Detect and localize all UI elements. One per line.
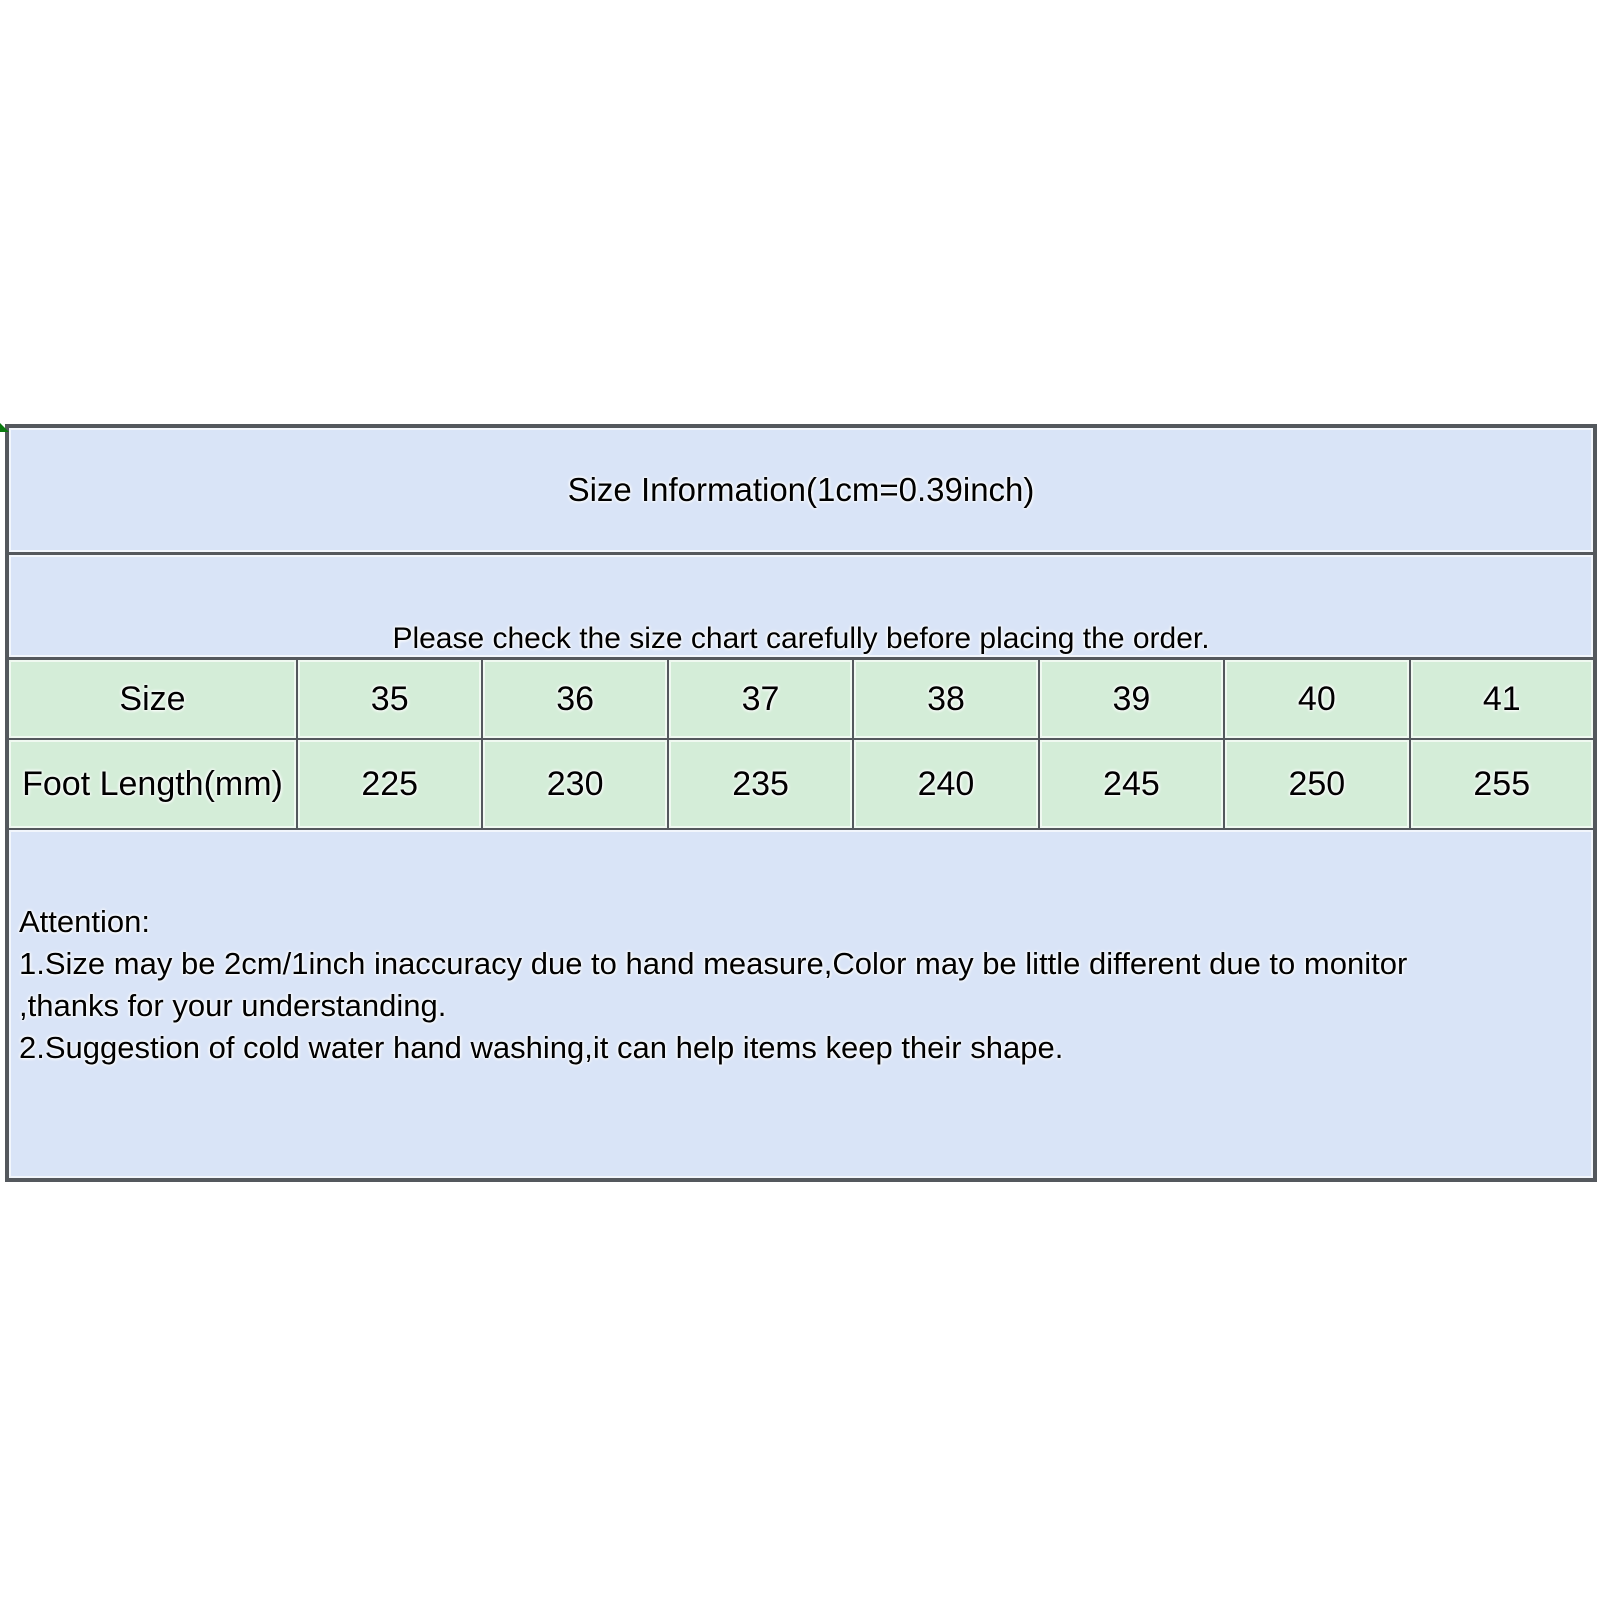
attention-line-1: 1.Size may be 2cm/1inch inaccuracy due to hand measure,Color may be little different due to monitor xyxy=(19,946,1408,981)
attention-cell xyxy=(7,829,1595,1180)
foot-length-cell: 245 xyxy=(1039,739,1224,829)
green-corner-artifact xyxy=(0,423,9,432)
note-row xyxy=(7,554,1595,659)
attention-row xyxy=(7,829,1595,1180)
size-cell: 36 xyxy=(482,659,667,740)
size-chart-table xyxy=(5,424,1597,1182)
attention-block xyxy=(19,901,1582,1069)
title-row xyxy=(7,426,1595,554)
foot-length-cell: 240 xyxy=(853,739,1038,829)
foot-length-row-header: Foot Length(mm) xyxy=(7,739,297,829)
foot-length-cell: 235 xyxy=(668,739,853,829)
size-row xyxy=(7,659,1595,740)
table-note: Please check the size chart carefully before placing the order. xyxy=(7,554,1595,659)
foot-length-cell: 225 xyxy=(297,739,482,829)
size-cell: 41 xyxy=(1410,659,1595,740)
attention-line-2: ,thanks for your understanding. xyxy=(19,988,447,1023)
foot-length-cell: 230 xyxy=(482,739,667,829)
foot-length-cell: 255 xyxy=(1410,739,1595,829)
size-cell: 39 xyxy=(1039,659,1224,740)
table-title: Size Information(1cm=0.39inch) xyxy=(7,426,1595,554)
attention-heading: Attention: xyxy=(19,904,150,939)
size-row-header: Size xyxy=(7,659,297,740)
attention-line-3: 2.Suggestion of cold water hand washing,it can help items keep their shape. xyxy=(19,1030,1064,1065)
foot-length-row xyxy=(7,739,1595,829)
size-cell: 40 xyxy=(1224,659,1409,740)
size-cell: 37 xyxy=(668,659,853,740)
size-cell: 35 xyxy=(297,659,482,740)
size-cell: 38 xyxy=(853,659,1038,740)
foot-length-cell: 250 xyxy=(1224,739,1409,829)
